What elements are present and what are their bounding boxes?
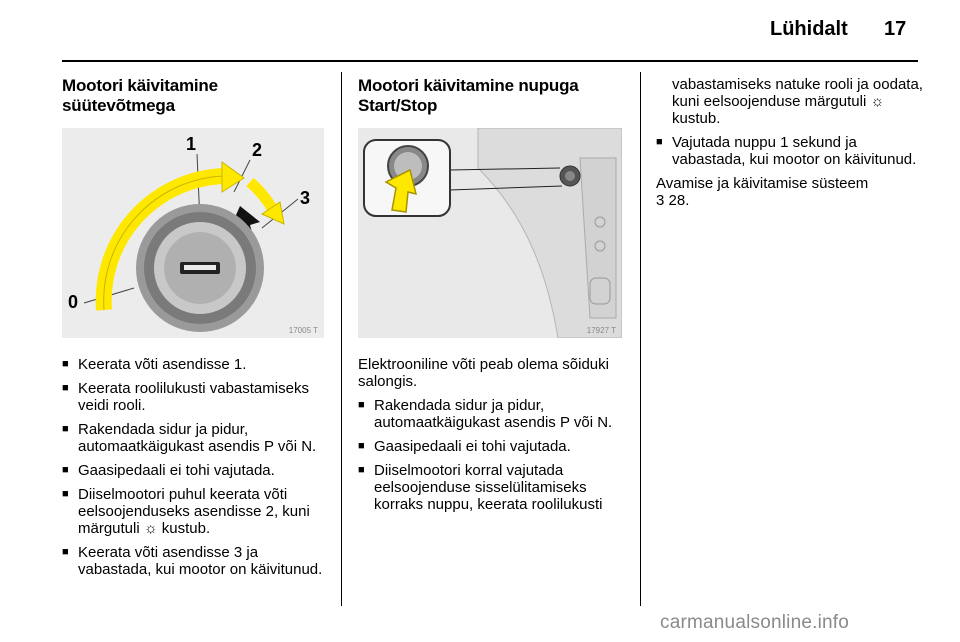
position-label-1: 1 [186, 134, 197, 154]
list-item: ■ Rakendada sidur ja pidur, automaatkäigukast asendis P või N. [358, 397, 628, 431]
page-reference-link[interactable]: 3 28. [656, 192, 690, 209]
page-header-title: Lühidalt [770, 18, 848, 40]
list-item: ■ Rakendada sidur ja pidur, automaatkäigukast asendis P või N. [62, 421, 330, 455]
list-item: ■ Gaasipedaali ei tohi vajutada. [358, 438, 628, 455]
start-stop-steps-list [358, 397, 628, 513]
start-stop-figure [358, 128, 622, 338]
section-heading-start-stop: Mootori käivitamine nupuga Start/Stop [358, 76, 579, 115]
list-item: ■ Keerata võti asendisse 1. [62, 356, 330, 373]
ignition-steps-list [62, 356, 330, 578]
figure-code: 17927 T [586, 326, 616, 335]
ignition-key-figure [62, 128, 324, 338]
list-item: ■ Diiselmootori korral vajutada eelsoojenduse sisselülitamiseks korraks nuppu, keerata roolilukusti [358, 462, 628, 513]
list-item: ■ Gaasipedaali ei tohi vajutada. [62, 462, 330, 479]
column-3 [656, 76, 924, 209]
position-label-0: 0 [68, 292, 79, 312]
list-item-continued: vabastamiseks natuke rooli ja oodata, kuni eelsoojenduse märgutuli ☼ kustub. [672, 76, 923, 127]
continued-steps-list [656, 76, 924, 168]
header-rule [62, 60, 918, 62]
intro-paragraph: Elektrooniline võti peab olema sõiduki salongis. [358, 356, 609, 390]
section-heading-ignition-key: Mootori käivitamine süütevõtmega [62, 76, 218, 115]
start-stop-button-illustration [358, 128, 622, 338]
column-divider-2 [640, 72, 641, 606]
column-2 [358, 76, 628, 520]
reference-paragraph: Avamise ja käivitamise süsteem 3 28. [656, 175, 869, 209]
watermark: carmanualsonline.info [660, 612, 850, 633]
column-divider-1 [341, 72, 342, 606]
list-item: ■ Vajutada nuppu 1 sekund ja vabastada, kui mootor on käivitunud. [656, 134, 924, 168]
position-label-3: 3 [300, 188, 311, 208]
list-item: ■ Keerata võti asendisse 3 ja vabastada, kui mootor on käivitunud. [62, 544, 330, 578]
ignition-lock-illustration [62, 128, 324, 338]
list-item: ■ Diiselmootori puhul keerata võti eelsoojenduseks asendisse 2, kuni märgutuli ☼ kustub. [62, 486, 330, 537]
page-number: 17 [884, 18, 907, 40]
figure-code: 17005 T [288, 326, 318, 335]
list-item: ■ Keerata roolilukusti vabastamiseks veidi rooli. [62, 380, 330, 414]
position-label-2: 2 [252, 140, 263, 160]
column-1 [62, 76, 330, 585]
